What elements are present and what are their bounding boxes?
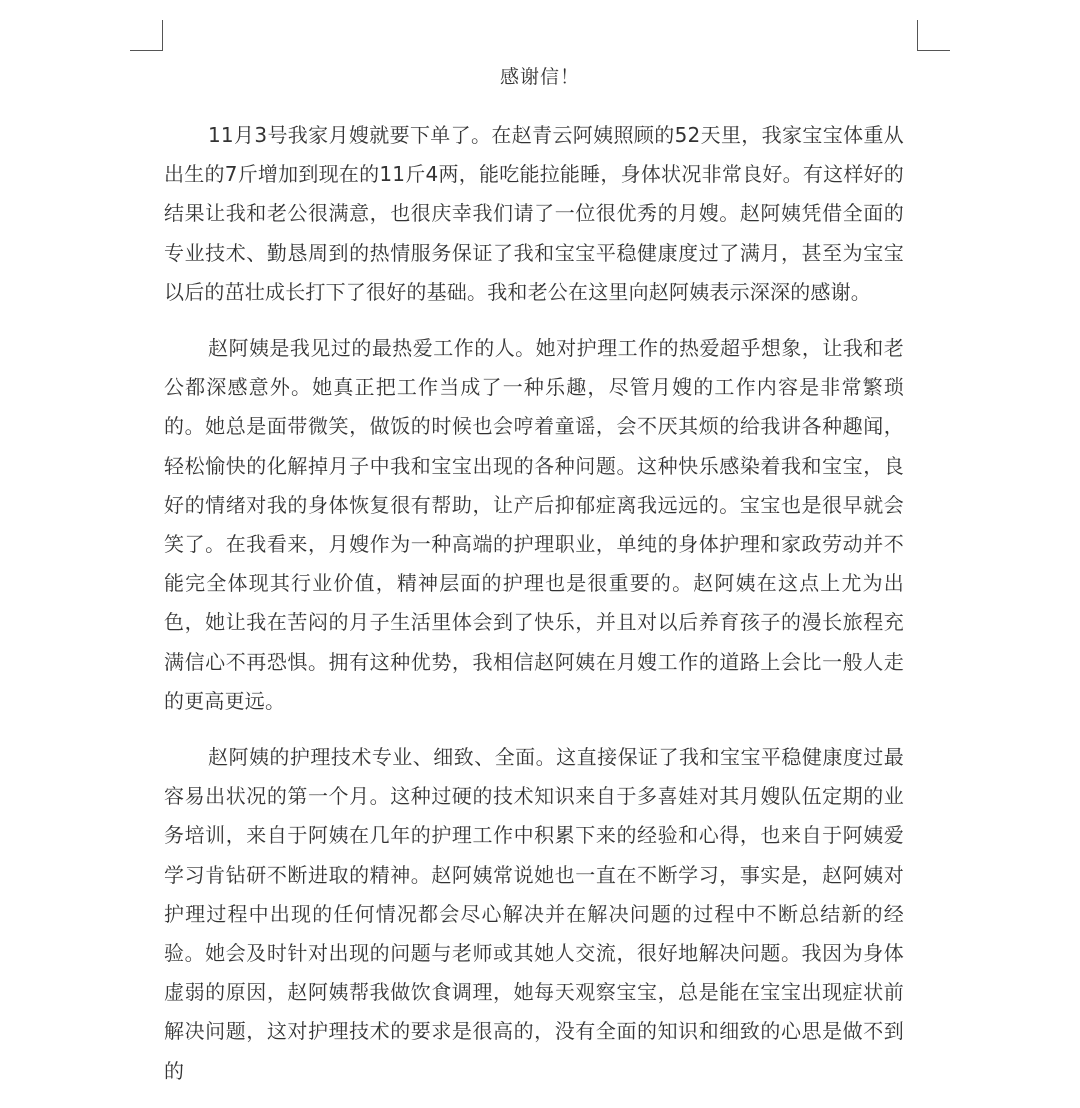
crop-mark-top-left xyxy=(130,20,163,51)
paragraph-2: 赵阿姨是我见过的最热爱工作的人。她对护理工作的热爱超乎想象，让我和老公都深感意外。她真正把工作当成了一种乐趣，尽管月嫂的工作内容是非常繁琐的。她总是面带微笑，做饭的时候也会哼着童谣，会不厌其烦的给我讲各种趣闻，轻松愉快的化解掉月子中我和宝宝出现的各种问题。这种快乐感染着我和宝宝，良好的情绪对我的身体恢复很有帮助，让产后抑郁症离我远远的。宝宝也是很早就会笑了。在我看来，月嫂作为一种高端的护理职业，单纯的身体护理和家政劳动并不能完全体现其行业价值，精神层面的护理也是很重要的。赵阿姨在这点上尤为出色，她让我在苦闷的月子生活里体会到了快乐，并且对以后养育孩子的漫长旅程充满信心不再恐惧。拥有这种优势，我相信赵阿姨在月嫂工作的道路上会比一般人走的更高更远。 xyxy=(164,336,904,713)
paragraph-1: 11月3号我家月嫂就要下单了。在赵青云阿姨照顾的52天里，我家宝宝体重从出生的7斤增加到现在的11斤4两，能吃能拉能睡，身体状况非常良好。有这样好的结果让我和老公很满意，也很庆幸我们请了一位很优秀的月嫂。赵阿姨凭借全面的专业技术、勤恳周到的热情服务保证了我和宝宝平稳健康度过了满月，甚至为宝宝以后的茁壮成长打下了很好的基础。我和老公在这里向赵阿姨表示深深的感谢。 xyxy=(164,123,904,304)
letter-title: 感谢信！ xyxy=(499,66,580,88)
paragraph-3: 赵阿姨的护理技术专业、细致、全面。这直接保证了我和宝宝平稳健康度过最容易出状况的第一个月。这种过硬的技术知识来自于多喜娃对其月嫂队伍定期的业务培训，来自于阿姨在几年的护理工作中积累下来的经验和心得，也来自于阿姨爱学习肯钻研不断进取的精神。赵阿姨常说她也一直在不断学习，事实是，赵阿姨对护理过程中出现的任何情况都会尽心解决并在解决问题的过程中不断总结新的经验。她会及时针对出现的问题与老师或其她人交流，很好地解决问题。我因为身体虚弱的原因，赵阿姨帮我做饮食调理，她每天观察宝宝，总是能在宝宝出现症状前解决问题，这对护理技术的要求是很高的，没有全面的知识和细致的心思是做不到的 xyxy=(164,745,904,1083)
letter-body xyxy=(164,116,904,1108)
crop-mark-top-right xyxy=(917,20,950,51)
